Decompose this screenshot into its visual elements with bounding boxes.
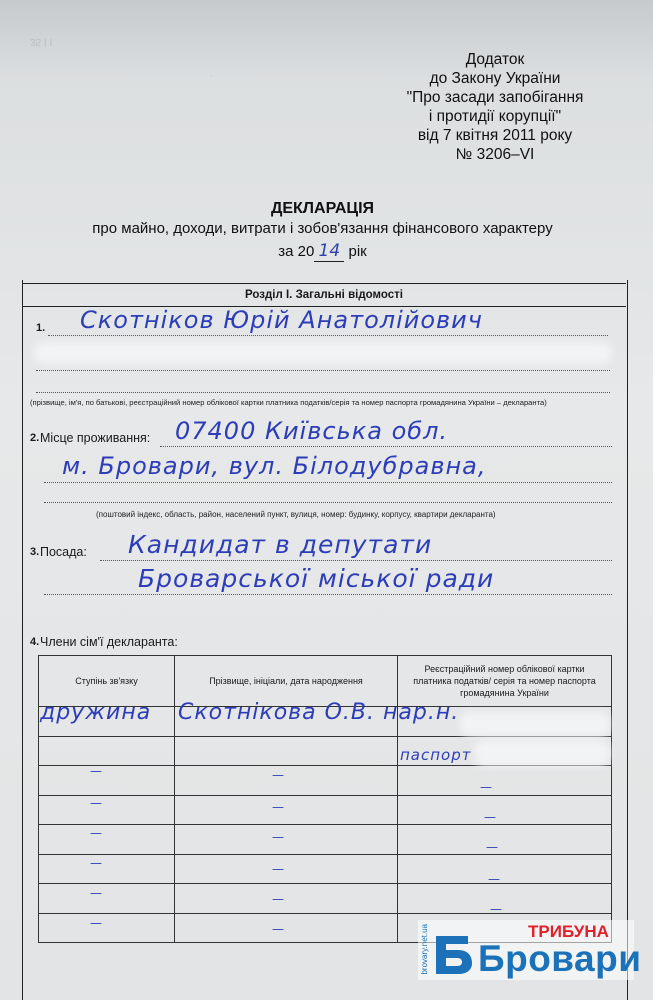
fill-line bbox=[44, 502, 612, 503]
empty-mark: — bbox=[272, 862, 284, 876]
year-suffix: рік bbox=[348, 243, 367, 260]
item1-caption: (прізвище, ім'я, по батькові, реєстраційний номер облікової картки платника податків/серія та номер паспорта громадянина України – декларанта) bbox=[30, 398, 547, 407]
empty-mark: — bbox=[90, 916, 102, 930]
redacted-field bbox=[34, 342, 612, 364]
item-number: 3. bbox=[30, 546, 40, 558]
residence-label: Місце проживання: bbox=[40, 431, 151, 445]
empty-mark: — bbox=[90, 764, 102, 778]
fill-line bbox=[160, 446, 612, 447]
empty-mark: — bbox=[272, 922, 284, 936]
empty-mark: — bbox=[486, 840, 498, 854]
empty-mark: — bbox=[90, 886, 102, 900]
column-header-relation: Ступінь зв'язку bbox=[39, 656, 175, 707]
fill-line bbox=[36, 370, 610, 371]
empty-mark: — bbox=[480, 780, 492, 794]
position-label: Посада: bbox=[40, 545, 87, 559]
annex-line: і протидії корупції" bbox=[428, 108, 562, 125]
family-members-label: Члени сім'ї декларанта: bbox=[40, 635, 178, 649]
empty-mark: — bbox=[484, 810, 496, 824]
item-number: 4. bbox=[30, 636, 40, 648]
empty-mark: — bbox=[272, 800, 284, 814]
table-row bbox=[39, 854, 612, 884]
declaration-subtitle: про майно, доходи, витрати і зобов'язання фінансового характеру bbox=[92, 220, 553, 237]
relation-handwritten: дружина bbox=[40, 700, 152, 725]
annex-line: № 3206–VI bbox=[455, 146, 535, 163]
logo-brand-main: Бровари bbox=[478, 938, 642, 979]
logo-brand-top: ТРИБУНА bbox=[528, 922, 609, 941]
empty-mark: — bbox=[272, 830, 284, 844]
logo-b-icon bbox=[432, 934, 474, 976]
annex-line: до Закону України bbox=[429, 70, 561, 87]
column-header-name: Прізвище, ініціали, дата народження bbox=[175, 656, 398, 707]
redacted-field bbox=[460, 712, 610, 736]
residence-line2-handwritten: м. Бровари, вул. Білодубравна, bbox=[62, 452, 487, 480]
table-header-row bbox=[39, 656, 612, 707]
position-line2-handwritten: Броварської міської ради bbox=[138, 564, 495, 593]
fill-line bbox=[100, 560, 612, 561]
fill-line bbox=[36, 392, 610, 393]
annex-line: від 7 квітня 2011 року bbox=[417, 127, 573, 144]
column-header-tax-id: Реєстраційний номер облікової картки платника податків/ серія та номер паспорта громадянина України bbox=[398, 656, 612, 707]
table-row bbox=[39, 884, 612, 914]
empty-mark: — bbox=[272, 768, 284, 782]
residence-line1-handwritten: 07400 Київська обл. bbox=[175, 417, 449, 445]
year-prefix: за 20 bbox=[278, 243, 315, 260]
declarant-name-handwritten: Скотніков Юрій Анатолійович bbox=[80, 306, 483, 334]
item-number: 1. bbox=[36, 322, 46, 334]
section-heading: Розділ І. Загальні відомості bbox=[22, 283, 626, 307]
empty-mark: — bbox=[90, 856, 102, 870]
logo-site-text: brovary.net.ua bbox=[420, 924, 429, 975]
annex-header bbox=[380, 50, 610, 164]
family-members-table bbox=[38, 655, 612, 943]
table-row bbox=[39, 825, 612, 855]
redacted-field bbox=[474, 740, 610, 766]
table-row bbox=[39, 795, 612, 825]
empty-mark: — bbox=[488, 872, 500, 886]
declaration-year bbox=[0, 241, 649, 262]
empty-mark: — bbox=[490, 902, 502, 916]
empty-mark: — bbox=[272, 892, 284, 906]
fill-line bbox=[44, 594, 612, 595]
annex-line: Додаток bbox=[465, 51, 525, 68]
table-row bbox=[39, 766, 612, 796]
annex-line: "Про засади запобігання bbox=[406, 89, 584, 106]
position-line1-handwritten: Кандидат в депутати bbox=[128, 530, 433, 559]
item-number: 2. bbox=[30, 432, 40, 444]
tribuna-brovary-logo bbox=[418, 920, 642, 980]
empty-mark: — bbox=[90, 796, 102, 810]
empty-mark: — bbox=[90, 826, 102, 840]
passport-note-handwritten: паспорт bbox=[400, 746, 472, 764]
fill-line bbox=[44, 482, 612, 483]
year-handwritten: 14 bbox=[314, 241, 344, 262]
bleed-through-text: . bbox=[210, 72, 213, 83]
bleed-through-text: 35 I I bbox=[30, 36, 53, 47]
fill-line bbox=[48, 335, 608, 336]
declaration-title: ДЕКЛАРАЦІЯ bbox=[270, 200, 375, 217]
item2-caption: (поштовий індекс, область, район, населений пункт, вулиця, номер: будинку, корпусу, квартири декларанта) bbox=[96, 510, 496, 519]
member-name-handwritten: Скотнікова О.В. нар.н. bbox=[178, 700, 460, 725]
